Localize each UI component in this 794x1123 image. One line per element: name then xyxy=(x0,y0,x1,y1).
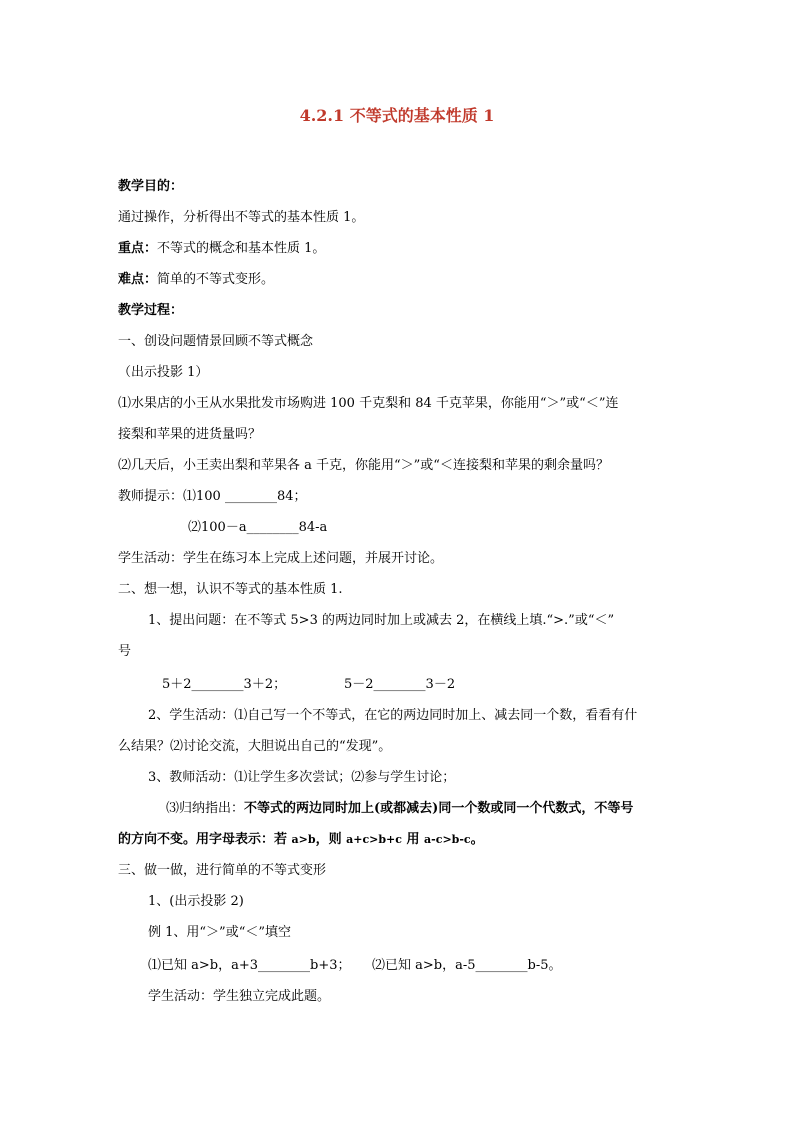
part-three-heading: 三、做一做，进行简单的不等式变形 xyxy=(118,863,327,878)
teacher-activity: 3、教师活动：⑴让学生多次尝试；⑵参与学生讨论； xyxy=(148,770,456,785)
summary-prefix: ⑶归纳指出： xyxy=(166,801,245,816)
key-point-text: 不等式的概念和基本性质 1。 xyxy=(157,241,326,256)
exercise-add: 5＋2________3＋2； xyxy=(162,677,287,692)
formula-premise: a>b xyxy=(291,833,316,846)
teacher-hint-2: ⑵100－a________84-a xyxy=(188,520,328,535)
student-activity-2-line-2: 么结果？⑵讨论交流，大胆说出自己的“发现”。 xyxy=(118,739,392,754)
teacher-hint-1: 教师提示：⑴100 ________84； xyxy=(118,489,307,504)
difficulty-label: 难点： xyxy=(118,272,158,287)
page-title: 4.2.1 不等式的基本性质 1 xyxy=(299,106,495,125)
example-1-part-1: ⑴已知 a>b，a+3________b+3； xyxy=(148,958,351,973)
formula-subtract: a-c>b-c xyxy=(424,833,471,846)
example-1-heading: 例 1、用“＞”或“＜”填空 xyxy=(148,925,291,940)
exercise-subtract: 5－2________3－2 xyxy=(344,677,456,692)
question-1-line-1: ⑴水果店的小王从水果批发市场购进 100 千克梨和 84 千克苹果，你能用“＞”或“＜”连 xyxy=(118,396,619,411)
formula-add: a+c>b+c xyxy=(346,833,402,846)
summary-end: 。 xyxy=(470,832,484,847)
ask-question-line-1: 1、提出问题：在不等式 5>3 的两边同时加上或减去 2，在横线上填.“>.”或“＜” xyxy=(148,613,615,628)
key-point-line xyxy=(118,240,325,258)
summary-rule-cont: 的方向不变。用字母表示：若 xyxy=(118,832,292,847)
part-two-heading: 二、想一想，认识不等式的基本性质 1. xyxy=(118,582,343,597)
student-activity-2-line-1: 2、学生活动：⑴自己写一个不等式，在它的两边同时加上、减去同一个数，看看有什 xyxy=(148,708,638,723)
summary-line-2 xyxy=(118,831,484,849)
summary-use: 用 xyxy=(401,832,425,847)
question-2: ⑵几天后，小王卖出梨和苹果各 a 千克，你能用“＞”或“＜连接梨和苹果的剩余量吗？ xyxy=(118,458,609,473)
section-heading-objectives: 教学目的： xyxy=(118,179,184,194)
summary-then: ，则 xyxy=(315,832,347,847)
example-1-part-2: ⑵已知 a>b，a-5________b-5。 xyxy=(372,958,562,973)
section-heading-process: 教学过程： xyxy=(118,303,184,318)
part-one-heading: 一、创设问题情景回顾不等式概念 xyxy=(118,334,314,349)
student-activity-3: 学生活动：学生独立完成此题。 xyxy=(148,989,331,1004)
student-activity-1: 学生活动：学生在练习本上完成上述问题，并展开讨论。 xyxy=(118,551,444,566)
ask-question-line-2: 号 xyxy=(118,644,132,659)
projection-1: （出示投影 1） xyxy=(118,365,209,380)
summary-rule: 不等式的两边同时加上(或都减去)同一个数或同一个代数式，不等号 xyxy=(244,801,634,816)
objectives-text: 通过操作，分析得出不等式的基本性质 1。 xyxy=(118,210,365,225)
difficulty-text: 简单的不等式变形。 xyxy=(157,272,275,287)
question-1-line-2: 接梨和苹果的进货量吗？ xyxy=(118,427,262,442)
difficulty-line xyxy=(118,271,274,289)
key-point-label: 重点： xyxy=(118,241,158,256)
summary-line-1 xyxy=(166,800,633,818)
projection-2: 1、(出示投影 2) xyxy=(148,894,244,909)
